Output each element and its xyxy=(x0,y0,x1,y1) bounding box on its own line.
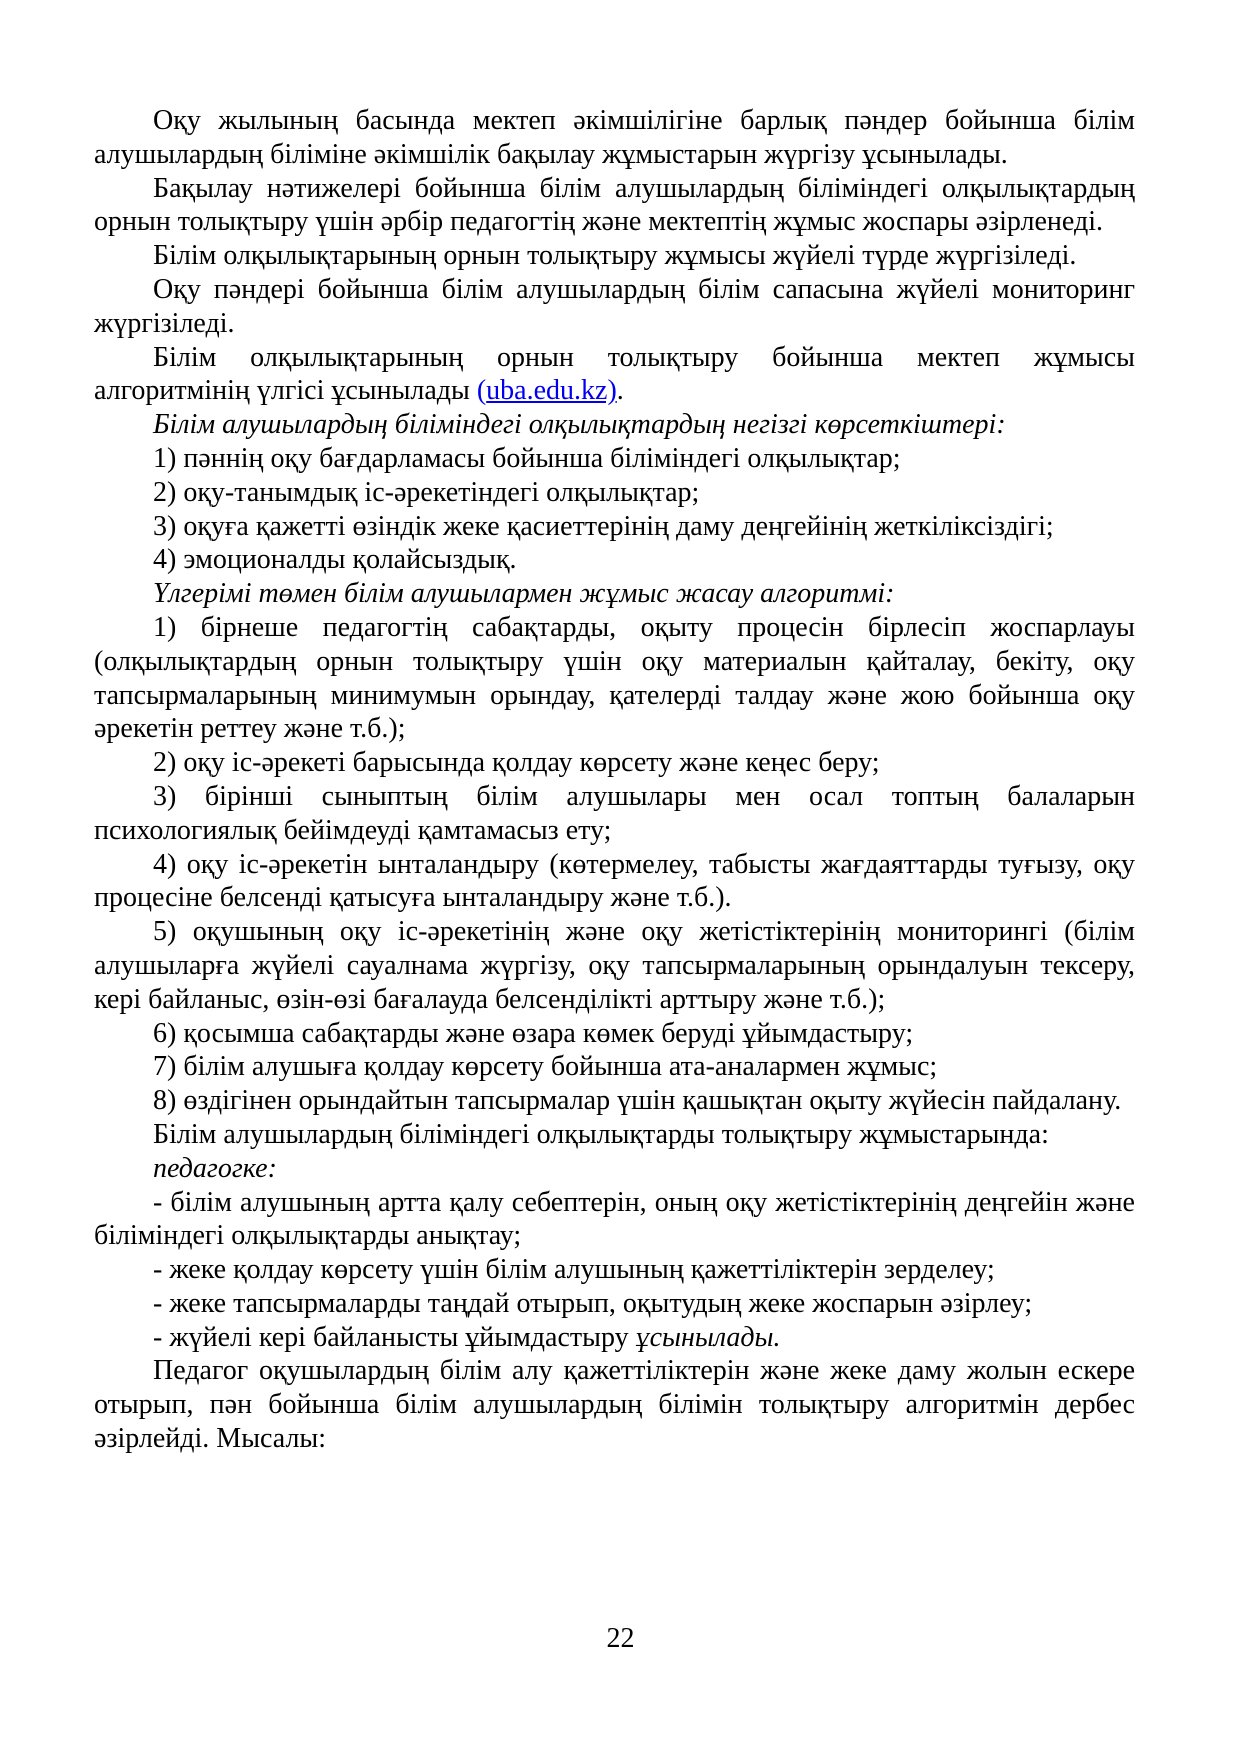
bullet-item-with-italic xyxy=(94,1321,1135,1355)
list-item: 4) оқу іс-әрекетін ынталандыру (көтермелеу, табысты жағдаяттарды туғызу, оқу процесіне белсенді қатысуға ынталандыру және т.б.). xyxy=(94,848,1135,914)
bullet-item: - жеке тапсырмаларды таңдай отырып, оқытудың жеке жоспарын әзірлеу; xyxy=(153,1287,1033,1319)
list-item: 5) оқушының оқу іс-әрекетінің және оқу жетістіктерінің мониторингі (білім алушыларға жүйелі сауалнама жүргізу, оқу тапсырмаларының орындалуын тексеру, кері байланыс, өзін-өзі бағалауда белсенділікті арттыру және т.б.); xyxy=(94,916,1135,1015)
bullet-item: - жеке қолдау көрсету үшін білім алушының қажеттіліктерін зерделеу; xyxy=(153,1254,995,1286)
bullet-item: - білім алушының артта қалу себептерін, оның оқу жетістіктерінің деңгейін және біліміндегі олқылықтарды анықтау; xyxy=(94,1186,1135,1252)
link-open-paren: ( xyxy=(476,375,487,407)
section-heading-algorithm: Үлгерімі төмен білім алушылармен жұмыс жасау алгоритмі: xyxy=(153,578,895,610)
list-item: 2) оқу іс-әрекеті барысында қолдау көрсету және кеңес беру; xyxy=(153,747,880,779)
uba-edu-kz-link[interactable] xyxy=(477,375,617,406)
paragraph-with-link xyxy=(94,341,1135,409)
list-item: 1) пәннің оқу бағдарламасы бойынша біліміндегі олқылықтар; xyxy=(153,442,901,474)
paragraph: Оқу пәндері бойынша білім алушылардың білім сапасына жүйелі мониторинг жүргізіледі. xyxy=(94,273,1135,339)
paragraph: Бақылау нәтижелері бойынша білім алушылардың біліміндегі олқылықтардың орнын толықтыру үшін әрбір педагогтің және мектептің жұмыс жоспары әзірленеді. xyxy=(94,172,1135,238)
list-item: 3) оқуға қажетті өзіндік жеке қасиеттерінің даму деңгейінің жеткіліксіздігі; xyxy=(153,510,1054,542)
list-item: 2) оқу-танымдық іс-әрекетіндегі олқылықтар; xyxy=(153,476,700,508)
list-item: 6) қосымша сабақтарды және өзара көмек беруді ұйымдастыру; xyxy=(153,1017,914,1049)
section-heading-pedagogue: педагогке: xyxy=(153,1152,277,1184)
list-item: 7) білім алушыға қолдау көрсету бойынша ата-аналармен жұмыс; xyxy=(153,1051,938,1083)
list-item: 1) бірнеше педагогтің сабақтарды, оқыту процесін бірлесіп жоспарлауы (олқылықтардың орнын толықтыру үшін оқу материалын қайталау, бекіту, оқу тапсырмаларының минимумын орындау, қателерді талдау және жою бойынша оқу әрекетін реттеу және т.б.); xyxy=(94,611,1135,745)
paragraph: Педагог оқушылардың білім алу қажеттіліктерін және жеке даму жолын ескере отырып, пән бойынша білім алушылардың білімін толықтыру алгоритмін дербес әзірлейді. Мысалы: xyxy=(94,1355,1135,1455)
paragraph-text: - жүйелі кері байланысты ұйымдастыру xyxy=(153,1321,636,1353)
list-item: 8) өздігінен орындайтын тапсырмалар үшін қашықтан оқыту жүйесін пайдалану. xyxy=(153,1085,1122,1117)
list-item: 4) эмоционалды қолайсыздық. xyxy=(153,544,517,576)
paragraph-text: Білім олқылықтарының орнын толықтыру бойынша мектеп жұмысы алгоритмінің үлгісі ұсынылады xyxy=(94,341,1135,407)
paragraph: Білім алушылардың біліміндегі олқылықтарды толықтыру жұмыстарында: xyxy=(153,1118,1049,1150)
paragraph-text: . xyxy=(616,375,624,407)
page-number: 22 xyxy=(606,1623,635,1654)
list-item: 3) бірінші сыныптың білім алушылары мен осал топтың балаларын психологиялық бейімдеуді қамтамасыз ету; xyxy=(94,780,1135,846)
italic-word: ұсынылады. xyxy=(635,1321,781,1353)
page-content xyxy=(94,104,1135,1456)
paragraph: Оқу жылының басында мектеп әкімшілігіне барлық пәндер бойынша білім алушылардың біліміне әкімшілік бақылау жұмыстарын жүргізу ұсынылады. xyxy=(94,105,1135,170)
link-text: uba.edu.kz) xyxy=(486,375,617,407)
paragraph: Білім олқылықтарының орнын толықтыру жұмысы жүйелі түрде жүргізіледі. xyxy=(153,240,1077,272)
section-heading-indicators: Білім алушылардың біліміндегі олқылықтардың негізгі көрсеткіштері: xyxy=(153,409,1006,441)
